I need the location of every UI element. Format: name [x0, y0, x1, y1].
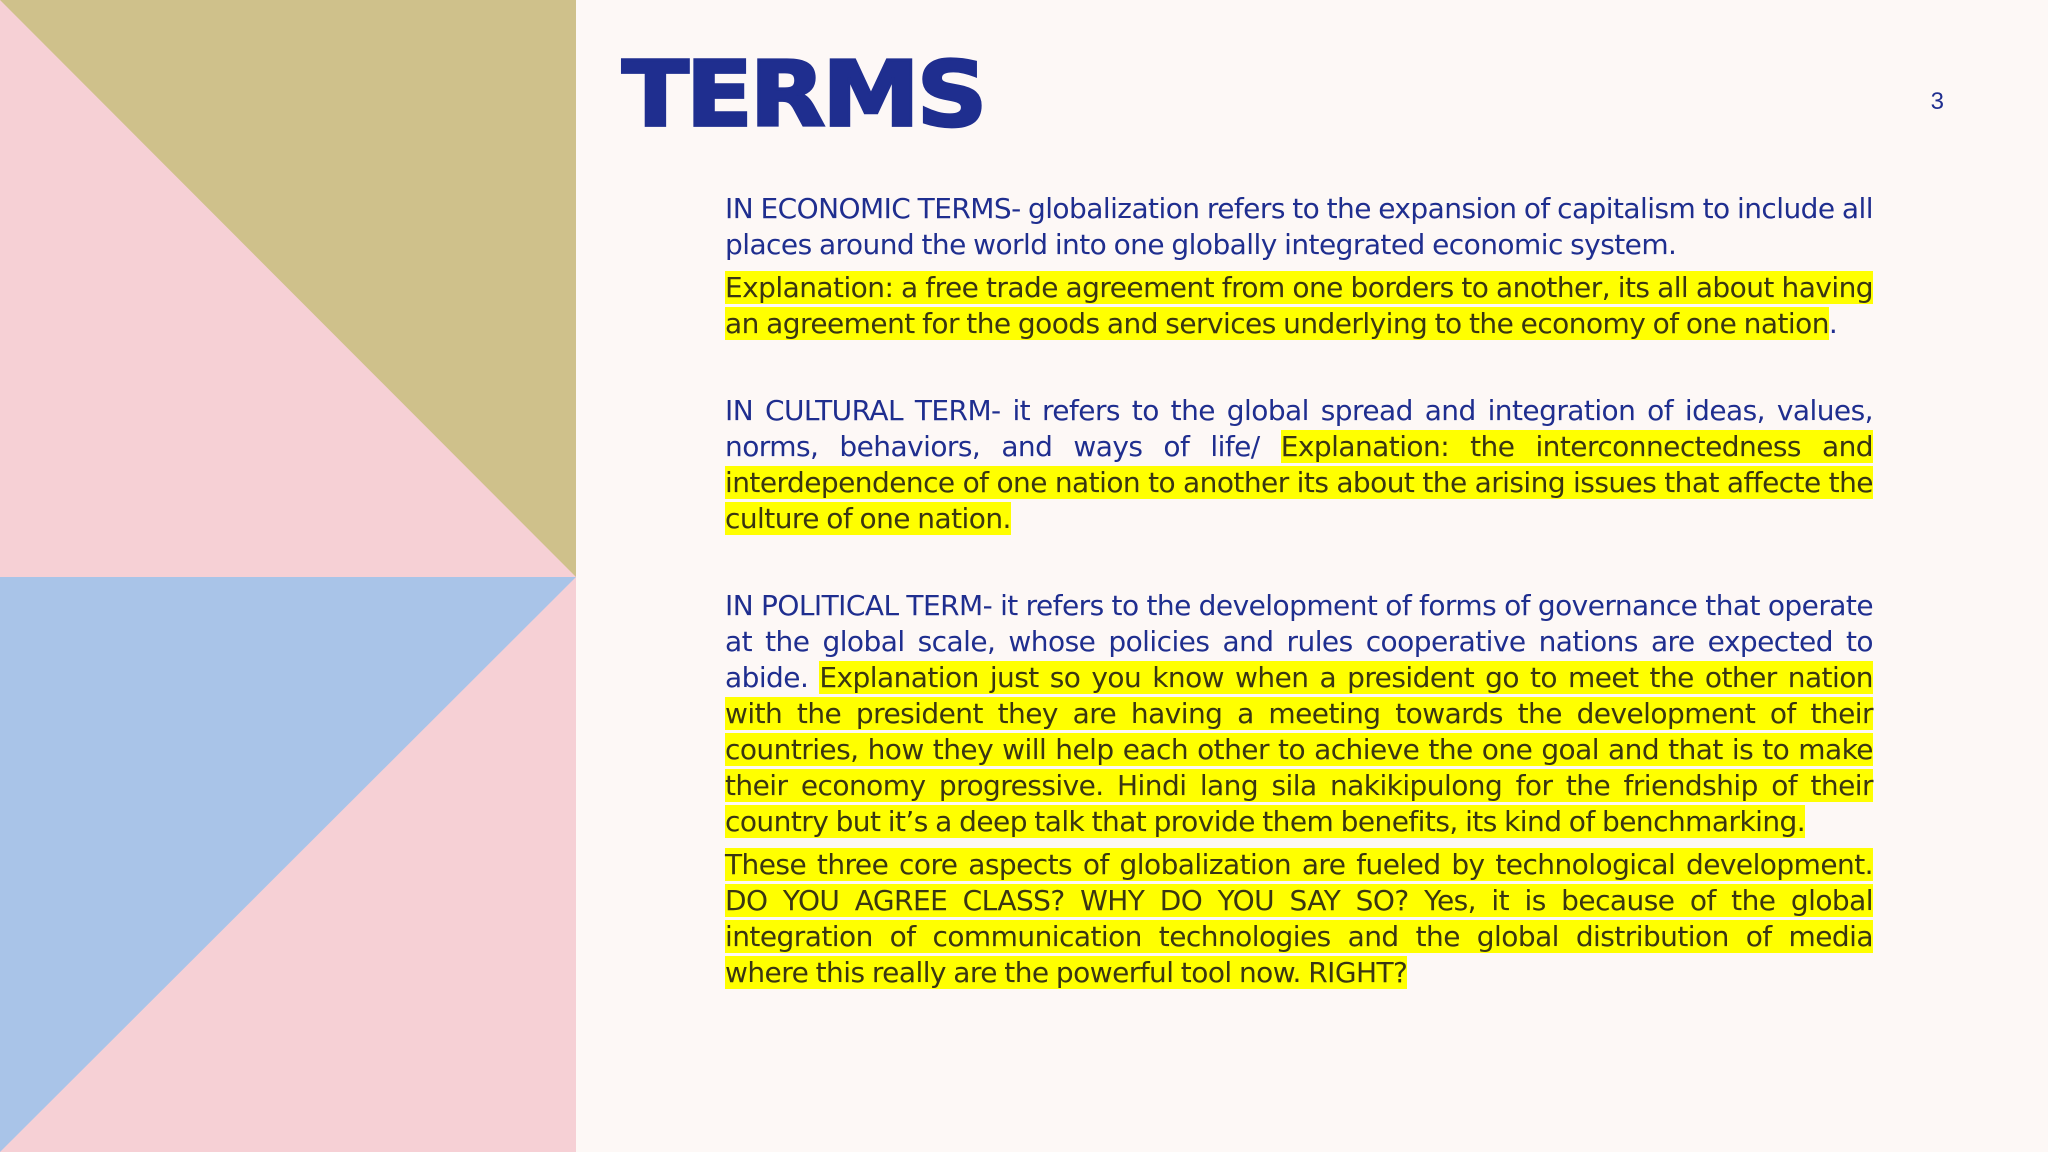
cultural-paragraph: [725, 393, 1873, 537]
cultural-definition-text: IN CULTURAL TERM- it refers to the global spread and integration of ideas, values, norms, behaviors, and ways of life/: [725, 394, 1873, 463]
slide-number: 3: [1930, 88, 1944, 115]
economic-explanation-end: .: [1828, 307, 1838, 340]
closing-paragraph: [725, 847, 1873, 991]
economic-explanation-highlight: Explanation: a free trade agreement from one borders to another, its all about having an agreement for the goods and services underlying to the economy of one nation: [725, 271, 1873, 340]
cultural-explanation-highlight: Explanation: the interconnectedness and interdependence of one nation to another its about the arising issues that affecte the culture of one nation.: [725, 430, 1874, 535]
closing-highlight: These three core aspects of globalization are fueled by technological development. DO YOU AGREE CLASS? WHY DO YOU SAY SO? Yes, it is because of the global integration of communication technologies and the global distribution of media where this really are the powerful tool now. RIGHT?: [725, 848, 1873, 989]
political-explanation-highlight: Explanation just so you know when a president go to meet the other nation with the president they are having a meeting towards the development of their countries, how they will help each other to achieve the one goal and that is to make their economy progressive. Hindi lang sila nakikipulong for the friendship of their country but it’s a deep talk that provide them benefits, its kind of benchmarking.: [725, 661, 1873, 838]
political-paragraph: [725, 588, 1873, 840]
political-definition-text: IN POLITICAL TERM- it refers to the development of forms of governance that operate at the global scale, whose policies and rules cooperative nations are expected to abide.: [725, 589, 1873, 694]
decorative-art-panel: [0, 0, 576, 1152]
slide-title: TERMS: [622, 42, 985, 148]
geometric-triangles-graphic: [0, 0, 576, 1152]
economic-definition-paragraph: [725, 191, 1873, 263]
economic-definition-text: IN ECONOMIC TERMS- globalization refers to the expansion of capitalism to include all places around the world into one globally integrated economic system.: [725, 192, 1873, 261]
slide-body: [725, 191, 1873, 991]
economic-explanation-paragraph: [725, 270, 1873, 342]
